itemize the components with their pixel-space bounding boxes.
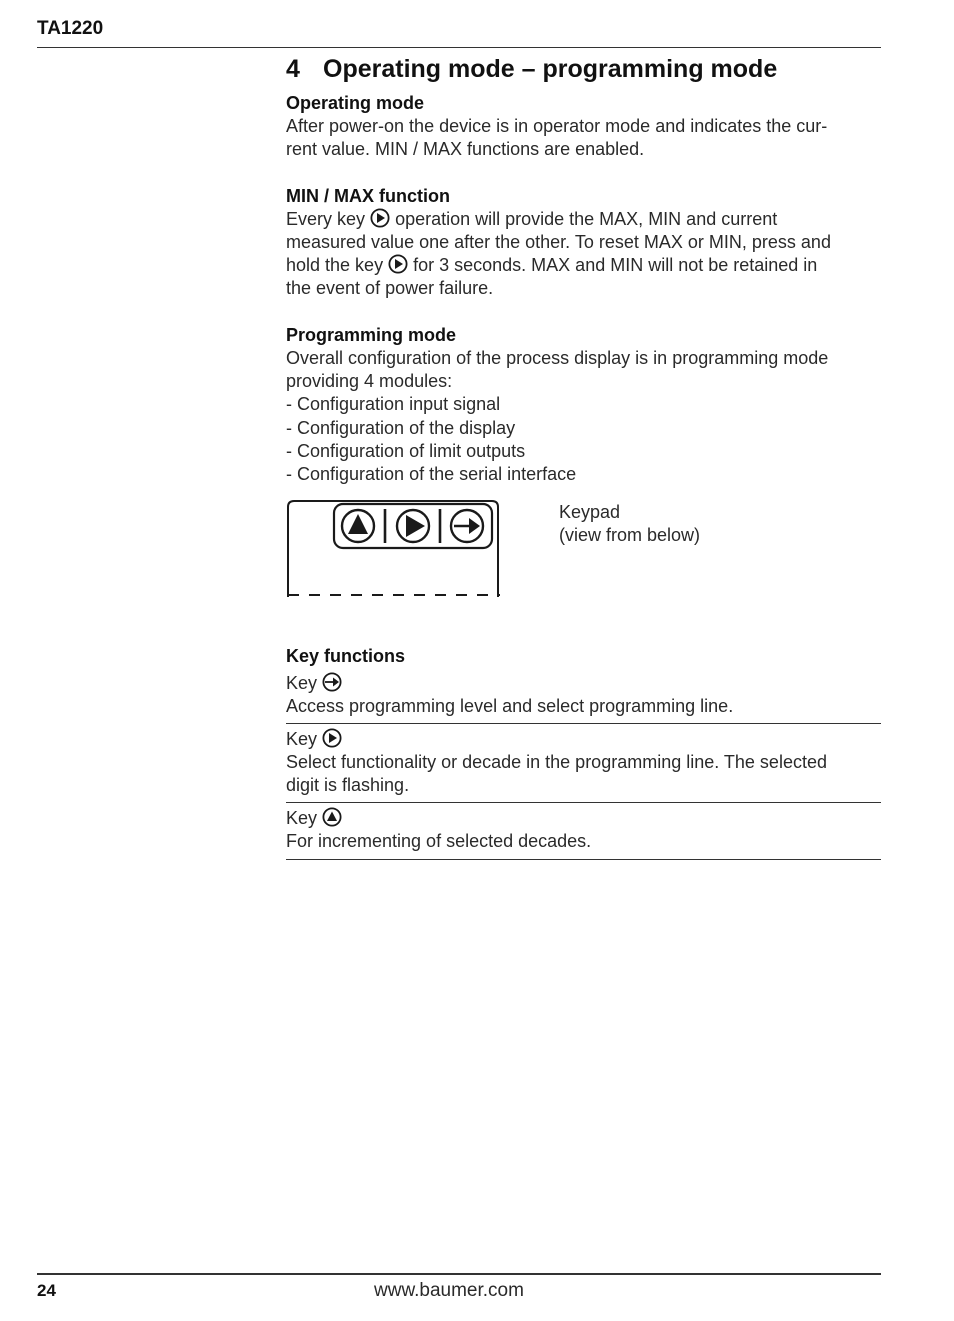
text-fragment: operation will provide the MAX, MIN and current — [395, 208, 778, 229]
text-line: the event of power failure. — [286, 278, 494, 299]
text-line: rent value. MIN / MAX functions are enabled. — [286, 139, 645, 160]
module-list-item: - Configuration of limit outputs — [286, 440, 526, 461]
right-key-icon — [370, 208, 390, 228]
module-list-item: - Configuration of the serial interface — [286, 464, 577, 485]
key-description: digit is flashing. — [286, 775, 410, 796]
header-rule — [37, 47, 881, 48]
chapter-number: 4 — [286, 55, 300, 83]
page-number: 24 — [37, 1281, 56, 1300]
key-functions-heading: Key functions — [286, 645, 406, 666]
key-function-item — [286, 803, 881, 859]
chapter-heading — [286, 54, 881, 84]
text-fragment: for 3 seconds. MAX and MIN will not be retained in — [413, 255, 818, 276]
key-label: Key — [286, 728, 318, 749]
programming-mode-text — [286, 347, 881, 487]
key-description: Select functionality or decade in the programming line. The selected — [286, 751, 827, 772]
keypad-caption — [559, 501, 700, 547]
key-function-item — [286, 724, 881, 804]
footer-url: www.baumer.com — [374, 1280, 524, 1301]
key-description: For incrementing of selected decades. — [286, 831, 592, 852]
key-label: Key — [286, 808, 318, 829]
text-fragment: hold the key — [286, 255, 384, 276]
key-label-line — [286, 807, 881, 830]
text-fragment: Every key — [286, 208, 366, 229]
key-description: Access programming level and select programming line. — [286, 695, 734, 716]
caption-line: Keypad — [559, 501, 621, 522]
text-line: providing 4 modules: — [286, 371, 453, 392]
key-label: Key — [286, 672, 318, 693]
text-line — [286, 208, 881, 231]
module-list-item: - Configuration input signal — [286, 394, 501, 415]
key-label-line — [286, 672, 881, 695]
minmax-heading: MIN / MAX function — [286, 185, 450, 206]
main-content — [286, 54, 881, 860]
module-list-item: - Configuration of the display — [286, 417, 516, 438]
right-key-icon[interactable] — [397, 510, 429, 542]
operating-mode-text — [286, 115, 881, 162]
chapter-title: Operating mode – programming mode — [323, 55, 778, 83]
enter-key-icon[interactable] — [451, 510, 483, 542]
right-key-icon — [388, 254, 408, 274]
keypad-diagram — [286, 499, 502, 599]
footer-rule — [37, 1273, 881, 1275]
up-key-icon[interactable] — [342, 510, 374, 542]
caption-line: (view from below) — [559, 524, 701, 545]
key-label-line — [286, 728, 881, 751]
text-line — [286, 254, 881, 277]
right-key-icon — [322, 728, 342, 748]
text-line: measured value one after the other. To reset MAX or MIN, press and — [286, 231, 831, 252]
document-code: TA1220 — [37, 18, 104, 39]
up-key-icon — [322, 807, 342, 827]
text-line: Overall configuration of the process display is in programming mode — [286, 347, 829, 368]
operating-mode-heading: Operating mode — [286, 93, 425, 113]
text-line: After power-on the device is in operator mode and indicates the cur- — [286, 116, 828, 136]
enter-key-icon — [322, 672, 342, 692]
keypad-figure — [286, 499, 881, 639]
key-function-item — [286, 668, 881, 724]
minmax-text — [286, 208, 881, 301]
programming-mode-heading: Programming mode — [286, 324, 457, 345]
